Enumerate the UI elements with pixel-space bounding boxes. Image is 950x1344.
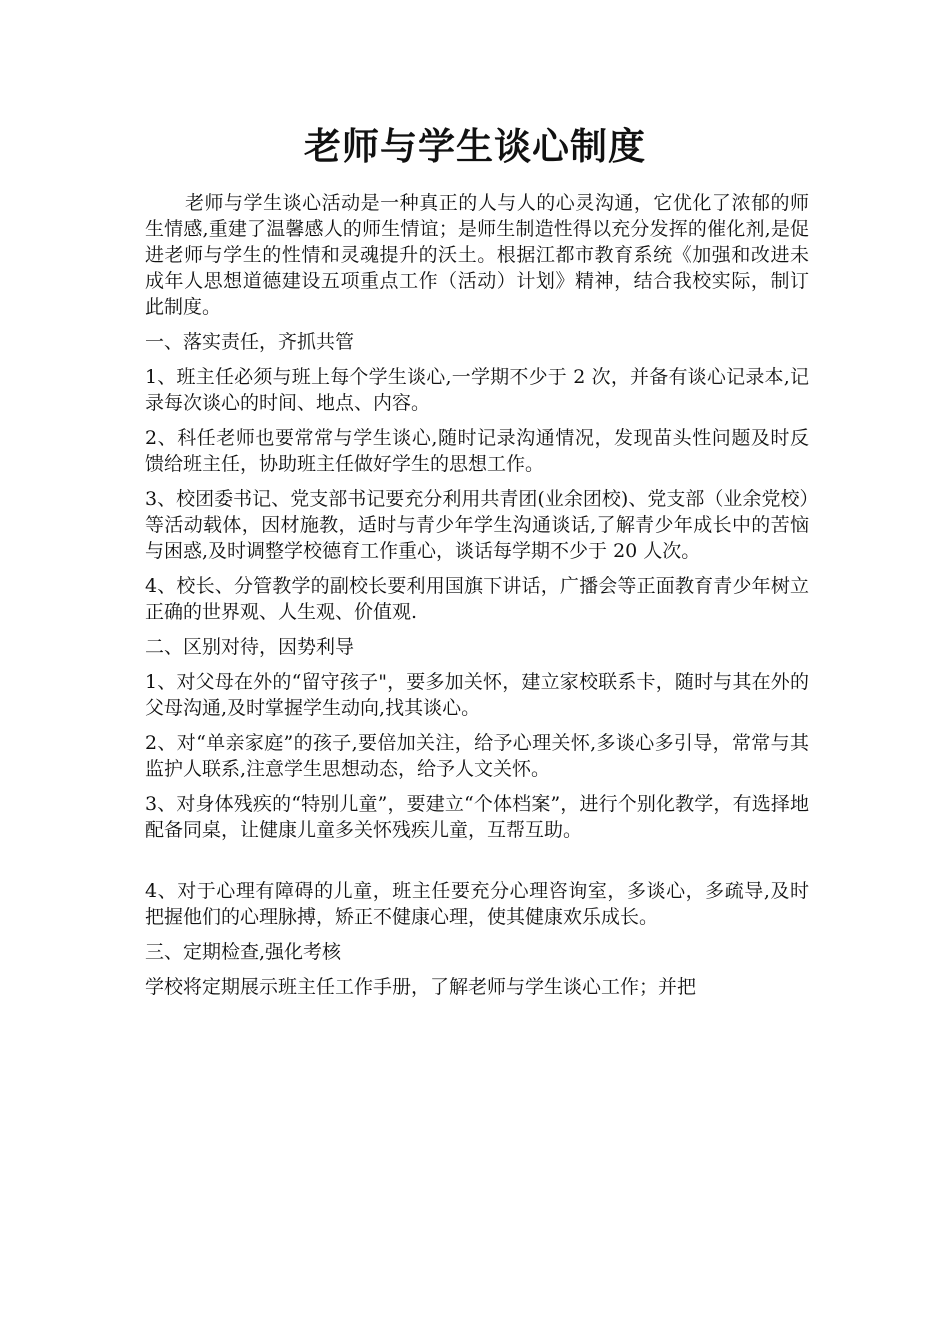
section-1-item-3: 3、校团委书记、党支部书记要充分利用共青团(业余团校)、党支部（业余党校）等活动载体，因材施教，适时与青少年学生沟通谈话,了解青少年成长中的苦恼与困惑,及时调整学校德育工作重心，谈话每学期不少于 20 人次。 (145, 488, 809, 562)
section-heading-3: 三、定期检查,强化考核 (145, 941, 342, 963)
section-1-item-2: 2、科任老师也要常常与学生谈心,随时记录沟通情况，发现苗头性问题及时反馈给班主任，协助班主任做好学生的思想工作。 (145, 427, 809, 475)
section-2-item-3: 3、对身体残疾的“特别儿童”，要建立“个体档案”，进行个别化教学，有选择地配备同桌，让健康儿童多关怀残疾儿童，互帮互助。 (145, 793, 809, 841)
section-3-paragraph: 学校将定期展示班主任工作手册，了解老师与学生谈心工作；并把 (145, 976, 697, 998)
section-heading-1: 一、落实责任，齐抓共管 (145, 331, 355, 353)
intro-paragraph: 老师与学生谈心活动是一种真正的人与人的心灵沟通，它优化了浓郁的师生情感,重建了温馨感人的师生情谊；是师生制造性得以充分发挥的催化剂,是促进老师与学生的性情和灵魂提升的沃土。根据江都市教育系统《加强和改进未成年人思想道德建设五项重点工作（活动）计划》精神，结合我校实际，制订此制度。 (145, 192, 809, 318)
section-heading-2: 二、区别对待，因势利导 (145, 636, 355, 658)
section-2-item-4: 4、对于心理有障碍的儿童，班主任要充分心理咨询室，多谈心，多疏导,及时把握他们的心理脉搏，矫正不健康心理，使其健康欢乐成长。 (145, 880, 809, 928)
section-2-item-1: 1、对父母在外的“留守孩子"，要多加关怀，建立家校联系卡，随时与其在外的父母沟通,及时掌握学生动向,找其谈心。 (145, 671, 809, 719)
document-title: 老师与学生谈心制度 (304, 125, 646, 168)
section-2-item-2: 2、对“单亲家庭”的孩子,要倍加关注，给予心理关怀,多谈心多引导，常常与其监护人联系,注意学生思想动态，给予人文关怀。 (145, 732, 809, 780)
section-1-item-1: 1、班主任必须与班上每个学生谈心,一学期不少于 2 次，并备有谈心记录本,记录每次谈心的时间、地点、内容。 (145, 366, 809, 414)
document-body (145, 190, 809, 1009)
section-1-item-4: 4、校长、分管教学的副校长要利用国旗下讲话，广播会等正面教育青少年树立正确的世界观、人生观、价值观. (145, 575, 809, 623)
